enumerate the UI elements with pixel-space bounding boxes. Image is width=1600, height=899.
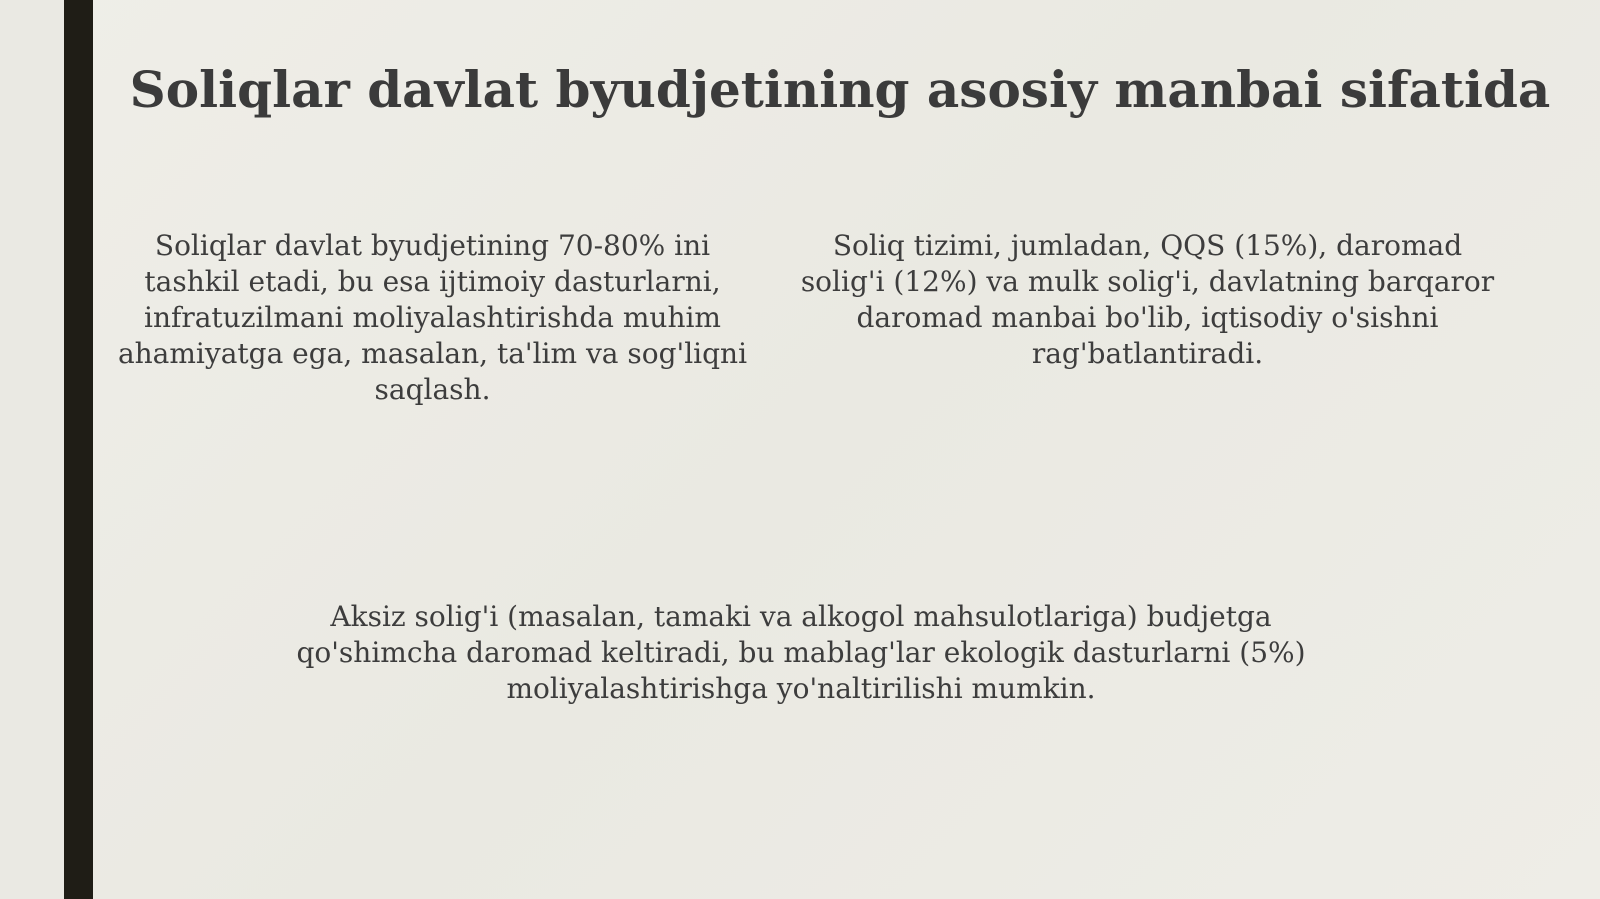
- slide-title: Soliqlar davlat byudjetining asosiy manbai sifatida: [129, 60, 1551, 119]
- paragraph-right: Soliq tizimi, jumladan, QQS (15%), daromad solig'i (12%) va mulk solig'i, davlatning barqaror daromad manbai bo'lib, iqtisodiy o'sishni rag'batlantiradi.: [800, 229, 1495, 370]
- left-margin: [0, 0, 64, 899]
- paragraph-left: Soliqlar davlat byudjetining 70-80% ini tashkil etadi, bu esa ijtimoiy dasturlarni, infratuzilmani moliyalashtirishda muhim ahamiyatga ega, masalan, ta'lim va sog'liqni saqlash.: [117, 229, 748, 406]
- paragraph-bottom: Aksiz solig'i (masalan, tamaki va alkogol mahsulotlariga) budjetga qo'shimcha daromad keltiradi, bu mablag'lar ekologik dasturlarni (5%) moliyalashtirishga yo'naltirilishi mumkin.: [296, 600, 1306, 705]
- accent-bar: [64, 0, 93, 899]
